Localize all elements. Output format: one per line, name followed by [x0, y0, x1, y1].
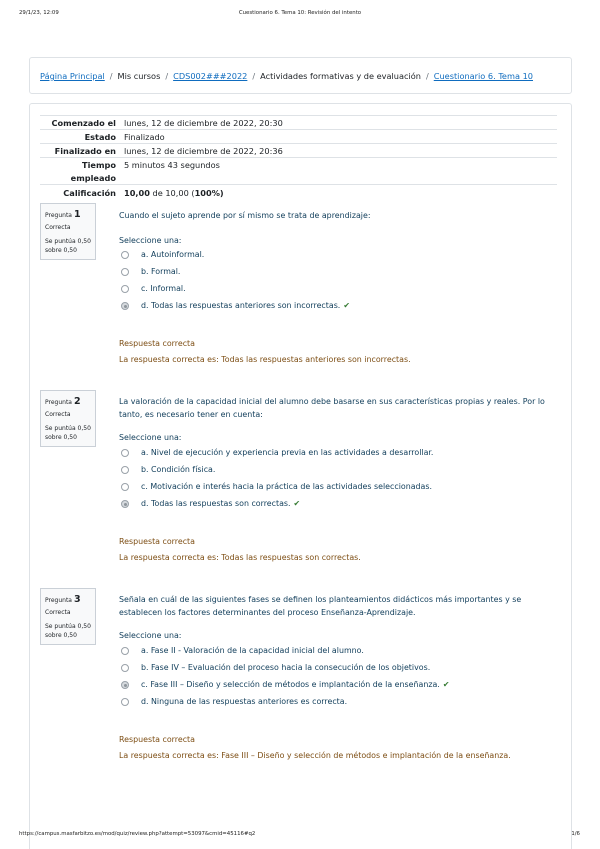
checkmark-icon: ✔ — [442, 680, 450, 689]
breadcrumb-home-link[interactable]: Página Principal — [40, 71, 105, 81]
summary-grade-value — [124, 188, 224, 198]
option-text-wrap — [141, 301, 350, 310]
grade-score: 10,00 — [124, 188, 150, 198]
select-one-label: Seleccione una: — [119, 433, 182, 442]
grade-percent: 100 — [194, 188, 212, 198]
breadcrumb-course-link[interactable]: CDS002###2022 — [173, 71, 248, 81]
question-grade — [45, 425, 91, 442]
summary-row-state — [40, 129, 557, 143]
question-info-box — [40, 390, 96, 447]
grade-line: sobre 0,50 — [45, 246, 77, 254]
summary-label: Finalizado en — [54, 146, 116, 156]
radio-button[interactable] — [121, 449, 129, 457]
summary-row-time — [40, 157, 557, 184]
radio-button[interactable] — [121, 285, 129, 293]
checkmark-icon: ✔ — [293, 499, 301, 508]
option-text: d. Todas las respuestas anteriores son incorrectas. — [141, 301, 341, 310]
question-info-box — [40, 588, 96, 645]
summary-value: Finalizado — [124, 132, 165, 142]
question-grade — [45, 238, 91, 255]
breadcrumb-separator: / — [252, 71, 256, 81]
summary-label: Calificación — [63, 188, 116, 198]
summary-label: Comenzado el — [51, 118, 116, 128]
summary-label: Tiempo — [82, 160, 116, 170]
grade-line: Se puntúa 0,50 — [45, 238, 91, 245]
radio-button[interactable] — [121, 647, 129, 655]
feedback-title: Respuesta correcta — [119, 339, 195, 348]
breadcrumb-separator: / — [165, 71, 169, 81]
option-text: c. Fase III – Diseño y selección de métodos e implantación de la enseñanza. — [141, 680, 440, 689]
option-text: c. Informal. — [141, 284, 186, 293]
radio-button[interactable] — [121, 698, 129, 706]
question-word: Pregunta — [45, 597, 72, 604]
summary-row-started — [40, 115, 557, 129]
question-number-value: 2 — [73, 396, 81, 407]
question-text: La valoración de la capacidad inicial del alumno debe basarse en sus características propias y reales. Por lo tanto, es necesario tener en cuenta: — [119, 397, 545, 419]
select-one-label: Seleccione una: — [119, 236, 182, 245]
option-text-wrap — [141, 680, 449, 689]
question-text: Señala en cuál de las siguientes fases se definen los planteamientos didácticos más importantes y se establecen los factores determinantes del proceso Enseñanza-Aprendizaje. — [119, 595, 522, 617]
question-number — [45, 209, 81, 220]
summary-value: 5 minutos 43 segundos — [124, 160, 220, 170]
select-one-label: Seleccione una: — [119, 631, 182, 640]
breadcrumb-separator: / — [109, 71, 113, 81]
breadcrumb — [40, 71, 533, 81]
option-text: a. Nivel de ejecución y experiencia previa en las actividades a desarrollar. — [141, 448, 434, 457]
radio-button-checked[interactable] — [121, 302, 129, 310]
feedback-title: Respuesta correcta — [119, 735, 195, 744]
grade-line: sobre 0,50 — [45, 631, 77, 639]
question-number-value: 3 — [73, 594, 81, 605]
question-number-value: 1 — [73, 209, 81, 220]
question-number — [45, 396, 81, 407]
question-grade — [45, 623, 91, 640]
summary-label: empleado — [70, 173, 116, 183]
option-text: a. Fase II - Valoración de la capacidad inicial del alumno. — [141, 646, 364, 655]
radio-button[interactable] — [121, 466, 129, 474]
feedback-title: Respuesta correcta — [119, 537, 195, 546]
feedback-right-answer: La respuesta correcta es: Fase III – Diseño y selección de métodos e implantación de la enseñanza. — [119, 751, 511, 760]
radio-button[interactable] — [121, 664, 129, 672]
feedback-right-answer: La respuesta correcta es: Todas las respuestas son correctas. — [119, 553, 361, 562]
print-url: https://campus.masfarbitzo.es/mod/quiz/review.php?attempt=53097&cmid=45116#q2 — [19, 831, 256, 837]
checkmark-icon: ✔ — [343, 301, 350, 310]
feedback-right-answer: La respuesta correcta es: Todas las respuestas anteriores son incorrectas. — [119, 355, 411, 364]
question-info-box — [40, 203, 96, 260]
option-text: a. Autoinformal. — [141, 250, 205, 259]
radio-button[interactable] — [121, 483, 129, 491]
print-datetime: 29/1/23, 12:09 — [19, 10, 59, 16]
print-page-number: 1/6 — [571, 831, 580, 837]
option-text: b. Fase IV – Evaluación del proceso hacia la consecución de los objetivos. — [141, 663, 431, 672]
option-text-wrap — [141, 499, 300, 508]
grade-line: sobre 0,50 — [45, 433, 77, 441]
grade-end: %) — [211, 188, 224, 198]
breadcrumb-container — [29, 57, 572, 94]
print-title: Cuestionario 6. Tema 10: Revisión del intento — [238, 10, 362, 16]
option-text: b. Formal. — [141, 267, 181, 276]
question-state: Correcta — [45, 224, 71, 231]
radio-button[interactable] — [121, 251, 129, 259]
option-text: b. Condición física. — [141, 465, 216, 474]
question-word: Pregunta — [45, 399, 72, 406]
question-state: Correcta — [45, 411, 71, 418]
grade-line: Se puntúa 0,50 — [45, 623, 91, 630]
radio-button[interactable] — [121, 268, 129, 276]
radio-button-checked[interactable] — [121, 681, 129, 689]
option-text: d. Todas las respuestas son correctas. — [141, 499, 291, 508]
question-text: Cuando el sujeto aprende por sí mismo se trata de aprendizaje: — [119, 211, 371, 220]
summary-row-finished — [40, 143, 557, 157]
question-word: Pregunta — [45, 212, 72, 219]
breadcrumb-separator: / — [425, 71, 429, 81]
breadcrumb-my-courses: Mis cursos — [117, 71, 161, 81]
summary-row-grade — [40, 184, 557, 198]
breadcrumb-quiz-link[interactable]: Cuestionario 6. Tema 10 — [433, 71, 533, 81]
summary-value: lunes, 12 de diciembre de 2022, 20:36 — [124, 146, 283, 156]
grade-rest: de 10,00 ( — [149, 188, 195, 198]
summary-label: Estado — [84, 132, 116, 142]
question-state: Correcta — [45, 609, 71, 616]
option-text: d. Ninguna de las respuestas anteriores es correcta. — [141, 697, 348, 706]
summary-value: lunes, 12 de diciembre de 2022, 20:30 — [124, 118, 283, 128]
option-text: c. Motivación e interés hacia la práctica de las actividades seleccionadas. — [141, 482, 433, 491]
grade-line: Se puntúa 0,50 — [45, 425, 91, 432]
breadcrumb-section: Actividades formativas y de evaluación — [260, 71, 421, 81]
question-number — [45, 594, 81, 605]
radio-button-checked[interactable] — [121, 500, 129, 508]
attempt-summary-table — [40, 115, 557, 198]
